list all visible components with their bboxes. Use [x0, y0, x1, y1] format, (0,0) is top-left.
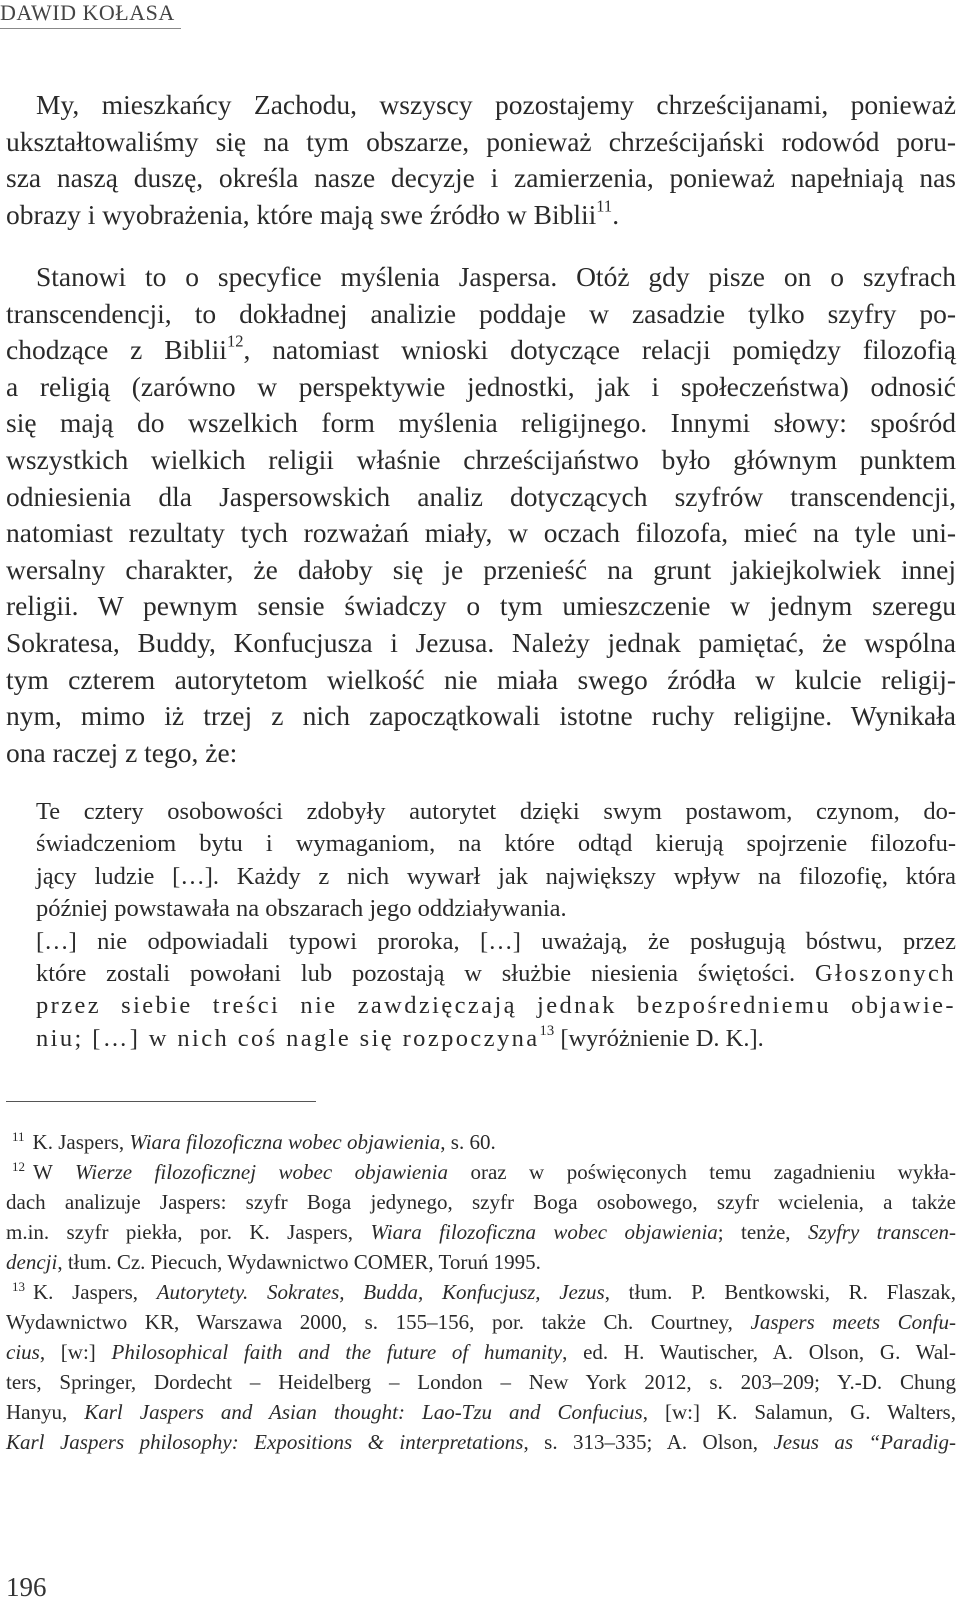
paragraph-line: ukształtowaliśmy się na tym obszarze, ponieważ chrześcijański rodowód poru- — [6, 125, 956, 157]
footnote-text: W — [33, 1160, 75, 1184]
quote-line: później powstawała na obszarach jego oddziaływania. — [36, 895, 567, 923]
paragraph-line: nym, mimo iż trzej z nich zapoczątkowali istotne ruchy religijne. Wynikała — [6, 700, 956, 732]
footnote-title: dencji — [6, 1250, 58, 1274]
footnote-text: , [w:] — [39, 1340, 112, 1364]
footnote-number: 12 — [12, 1159, 26, 1175]
quote-line — [36, 1023, 956, 1055]
footnote-line — [6, 1427, 956, 1457]
footnote-text: ; tenże, — [717, 1220, 808, 1244]
footnote-ref-12[interactable]: 12 — [226, 331, 244, 351]
footnote-title: Karl Jaspers and Asian thought: Lao-Tzu and Confucius — [84, 1400, 643, 1424]
paragraph-line: wszystkich wielkich religii właśnie chrześcijaństwo było głównym punktem — [6, 443, 956, 475]
paragraph-line: My, mieszkańcy Zachodu, wszyscy pozostajemy chrześcijanami, ponieważ — [36, 89, 956, 120]
quote-line: Te cztery osobowości zdobyły autorytet dzięki swym postawom, czynom, do- — [36, 798, 956, 825]
footnote-title: Philosophical faith and the future of humanity — [111, 1340, 563, 1364]
footnote-title: cius — [6, 1340, 40, 1364]
paragraph-line: a religią (zarówno w perspektywie jednostki, jak i społeczeństwa) odnosić — [6, 370, 956, 402]
footnote-text: , [w:] K. Salamun, G. Walters, — [642, 1400, 956, 1424]
paragraph-line: natomiast rezultaty tych rozważań miały, w oczach filozofa, mieć na tyle uni- — [6, 517, 956, 549]
paragraph-line: tym czterem autorytetom wielkość nie miała swego źródła w kulcie religij- — [6, 663, 956, 695]
footnotes — [6, 1127, 956, 1457]
footnote-text: Wydawnictwo KR, Warszawa 2000, s. 155–156, por. także Ch. Courtney, — [6, 1310, 751, 1334]
footnote-title: Karl Jaspers philosophy: Expositions & interpretations — [6, 1430, 524, 1454]
footnote-title: Wiara filozoficzna wobec objawienia — [370, 1220, 718, 1244]
page-number: 196 — [6, 1572, 47, 1602]
footnote-text: K. Jaspers, — [33, 1280, 157, 1304]
footnote-number: 11 — [12, 1129, 25, 1145]
footnote-ref-13[interactable]: 13 — [539, 1022, 555, 1039]
footnote-title: Jesus as “Paradig- — [773, 1430, 957, 1454]
quote-line: […] nie odpowiadali typowi proroka, […] uważają, że posługują bóstwu, przez — [36, 927, 956, 955]
footnote-line: dach analizuje Jaspers: szyfr Boga jedynego, szyfr Boga osobowego, szyfr wcielenia, a także — [6, 1190, 956, 1214]
paragraph-line — [6, 332, 956, 369]
footnote-title: Wierze filozoficznej wobec objawienia — [74, 1160, 448, 1184]
footnote-title: Autorytety. Sokrates, Budda, Konfucjusz, Jezus — [156, 1280, 605, 1304]
paragraph-line: sza naszą duszę, określa nasze decyzje i zamierzenia, ponieważ napełniają nas — [6, 162, 956, 194]
footnote-11 — [6, 1127, 956, 1157]
paragraph-line: Sokratesa, Buddy, Konfucjusza i Jezusa. Należy jednak pamiętać, że wspólna — [6, 626, 956, 658]
line-text: [wyróżnienie D. K.]. — [554, 1024, 764, 1052]
paragraph-line: wersalny charakter, że dałoby się je przenieść na grunt jakiejkolwiek innej — [6, 553, 956, 585]
quote-line: świadczeniom bytu i wymaganiom, na które odtąd kierują spojrzenie filozofu- — [36, 830, 956, 858]
footnote-text: , ed. H. Wautischer, A. Olson, G. Wal- — [562, 1340, 956, 1364]
quote-line-emphasis: przez siebie treści nie zawdzięczają jednak bezpośredniemu objawie- — [36, 992, 956, 1020]
line-text: . — [612, 198, 620, 230]
footnote-separator — [6, 1101, 316, 1102]
intro-paragraph — [6, 87, 956, 233]
footnote-line — [6, 1397, 956, 1427]
paragraph-line: religii. W pewnym sensie świadczy o tym umieszczenie w jednym szeregu — [6, 590, 956, 622]
paragraph-line: transcendencji, to dokładnej analizie poddaje w zasadzie tylko szyfry po- — [6, 297, 956, 329]
paragraph-line: się mają do wszelkich form myślenia religijnego. Innymi słowy: spośród — [6, 407, 956, 439]
line-text: które zostali powołani lub pozostają w służbie niesienia świętości. — [36, 959, 815, 987]
emphasis-spaced: niu; […] w nich coś nagle się rozpoczyna — [36, 1024, 540, 1052]
emphasis-spaced: Głoszonych — [814, 959, 956, 987]
footnote-line — [6, 1307, 956, 1337]
line-text: obrazy i wyobrażenia, które mają swe źródło w Biblii — [6, 198, 597, 230]
footnote-title: Jaspers meets Confu- — [750, 1310, 956, 1334]
quote-line: jący ludzie […]. Każdy z nich wywarł jak największy wpływ na filozofię, która — [36, 862, 956, 890]
footnote-text: oraz w poświęconych temu zagadnieniu wykła- — [447, 1160, 956, 1184]
block-quote — [36, 796, 956, 1055]
paragraph-line: Stanowi to o specyfice myślenia Jaspersa. Otóż gdy pisze on o szyfrach — [36, 261, 956, 292]
footnote-number: 13 — [12, 1279, 26, 1295]
footnote-text: , s. 313–335; A. Olson, — [523, 1430, 774, 1454]
footnote-text: , tłum. P. Bentkowski, R. Flaszak, — [604, 1280, 956, 1304]
footnote-title: Szyfry transcen- — [807, 1220, 956, 1244]
footnote-line: ters, Springer, Dordecht – Heidelberg – London – New York 2012, s. 203–209; Y.-D. Chung — [6, 1370, 956, 1394]
line-text: chodzące z Biblii — [6, 334, 227, 366]
footnote-13 — [6, 1277, 956, 1307]
paragraph-line: ona raczej z tego, że: — [6, 736, 238, 768]
footnote-text: , s. 60. — [440, 1130, 496, 1154]
quote-line — [36, 958, 956, 990]
paragraph-line — [6, 197, 956, 234]
footnote-text: Hanyu, — [6, 1400, 85, 1424]
paragraph-line: odniesienia dla Jaspersowskich analiz dotyczących szyfrów transcendencji, — [6, 480, 956, 512]
footnote-line — [6, 1337, 956, 1367]
footnote-line — [6, 1217, 956, 1247]
footnote-ref-11[interactable]: 11 — [596, 196, 613, 216]
footnote-12 — [6, 1157, 956, 1187]
line-text: , natomiast wnioski dotyczące relacji pomiędzy filozofią — [243, 334, 956, 366]
main-paragraph — [6, 259, 956, 771]
footnote-title: Wiara filozoficzna wobec objawienia — [129, 1130, 441, 1154]
footnote-text: m.in. szyfr piekła, por. K. Jaspers, — [6, 1220, 371, 1244]
footnote-text: , tłum. Cz. Piecuch, Wydawnictwo COMER, Toruń 1995. — [57, 1250, 541, 1274]
footnote-text: K. Jaspers, — [32, 1130, 130, 1154]
running-head: DAWID KOŁASA — [0, 0, 181, 29]
footnote-line — [6, 1247, 956, 1277]
